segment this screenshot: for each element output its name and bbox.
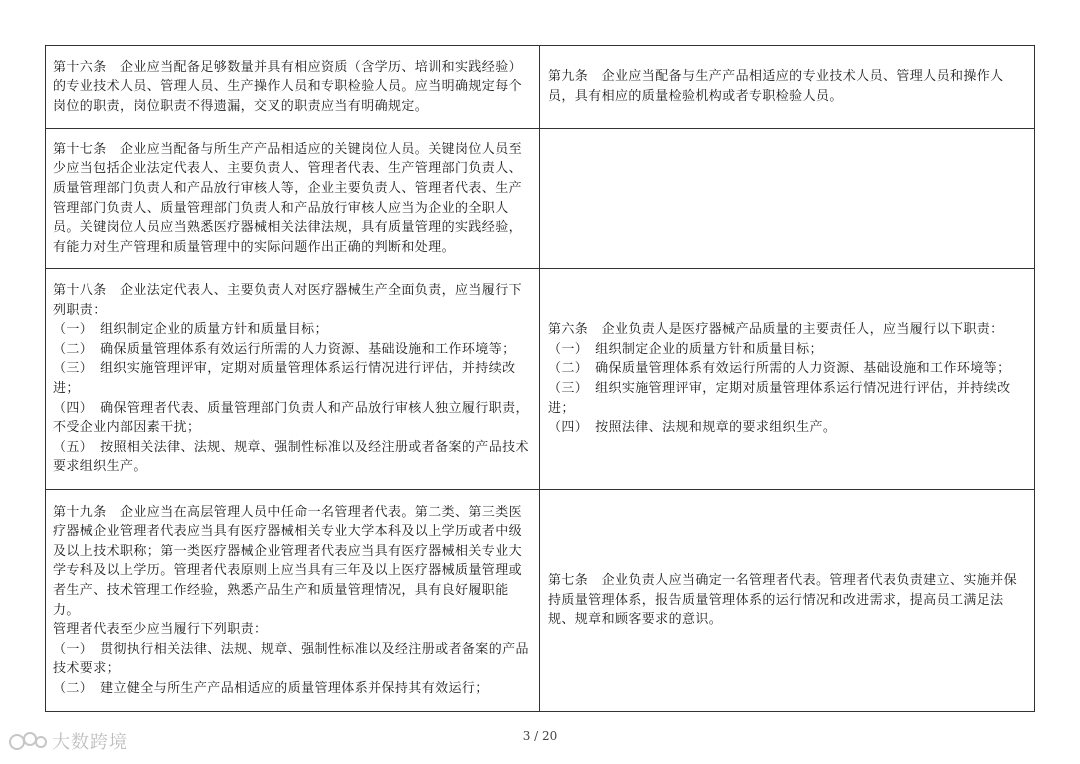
table-row — [46, 490, 1035, 712]
cell-paragraph: （四） 按照法律、法规和规章的要求组织生产。 — [547, 420, 837, 436]
table-row — [46, 129, 1035, 269]
cell-paragraph: 第六条 企业负责人是医疗器械产品质量的主要责任人，应当履行以下职责： — [547, 322, 1004, 338]
new-regulation-cell — [46, 490, 540, 712]
brand-text: 大数跨境 — [52, 732, 128, 753]
cell-paragraph: 第十九条 企业应当在高层管理人员中任命一名管理者代表。第二类、第三类医疗器械企业管理者代表应当具有医疗器械相关专业大学本科及以上学历或者中级及以上技术职称；第一类医疗器械企业管理者代表应当具有医疗器械相关专业大学专科及以上学历。管理者代表原则上应当具有三年及以上医疗器械质量管理或者生产、技术管理工作经验，熟悉产品生产和质量管理情况，具有良好履职能力。 — [53, 504, 523, 618]
new-regulation-cell — [46, 269, 540, 490]
brand-logo-icon — [8, 728, 48, 754]
cell-paragraph: （一） 贯彻执行相关法律、法规、规章、强制性标准以及经注册或者备案的产品技术要求； — [53, 641, 529, 677]
regulation-comparison-table — [45, 45, 1035, 712]
cell-paragraph: 第七条 企业负责人应当确定一名管理者代表。管理者代表负责建立、实施并保持质量管理体系，报告质量管理体系的运行情况和改进需求，提高员工满足法规、规章和顾客要求的意识。 — [547, 573, 1017, 628]
new-regulation-cell — [46, 129, 540, 269]
cell-paragraph: 管理者代表至少应当履行下列职责： — [53, 622, 268, 638]
cell-paragraph: （二） 确保质量管理体系有效运行所需的人力资源、基础设施和工作环境等； — [547, 361, 1011, 377]
cell-paragraph: （三） 组织实施管理评审，定期对质量管理体系运行情况进行评估，并持续改进； — [547, 381, 1011, 416]
cell-paragraph: （四） 确保管理者代表、质量管理部门负责人和产品放行审核人独立履行职责，不受企业内部因素干扰； — [53, 400, 529, 436]
table-row — [46, 269, 1035, 490]
table-row — [46, 46, 1035, 129]
cell-paragraph: 第十六条 企业应当配备足够数量并具有相应资质（含学历、培训和实践经验）的专业技术人员、管理人员、生产操作人员和专职检验人员。应当明确规定每个岗位的职责，岗位职责不得遗漏，交叉的职责应当有明确规定。 — [53, 59, 523, 114]
brand-watermark — [8, 728, 128, 754]
cell-paragraph: （五） 按照相关法律、法规、规章、强制性标准以及经注册或者备案的产品技术要求组织生产。 — [53, 439, 529, 475]
old-regulation-cell — [539, 269, 1034, 490]
cell-paragraph: （一） 组织制定企业的质量方针和质量目标； — [547, 341, 823, 357]
old-regulation-cell — [539, 46, 1034, 129]
old-regulation-cell — [539, 490, 1034, 712]
cell-paragraph: 第十七条 企业应当配备与所生产产品相适应的关键岗位人员。关键岗位人员至少应当包括企业法定代表人、主要负责人、管理者代表、生产管理部门负责人、质量管理部门负责人和产品放行审核人等，企业主要负责人、管理者代表、生产管理部门负责人、质量管理部门负责人和产品放行审核人应当为企业的全职人员。关键岗位人员应当熟悉医疗器械相关法律法规，具有质量管理的实践经验，有能力对生产管理和质量管理中的实际问题作出正确的判断和处理。 — [53, 141, 523, 255]
cell-paragraph: （三） 组织实施管理评审，定期对质量管理体系运行情况进行评估，并持续改进； — [53, 361, 516, 396]
new-regulation-cell — [46, 46, 540, 129]
old-regulation-cell-empty — [539, 129, 1034, 269]
cell-paragraph: （二） 建立健全与所生产产品相适应的质量管理体系并保持其有效运行； — [53, 680, 489, 696]
cell-paragraph: （一） 组织制定企业的质量方针和质量目标； — [53, 322, 328, 338]
cell-paragraph: （二） 确保质量管理体系有效运行所需的人力资源、基础设施和工作环境等； — [53, 341, 516, 357]
cell-paragraph: 第九条 企业应当配备与生产产品相适应的专业技术人员、管理人员和操作人员，具有相应的质量检验机构或者专职检验人员。 — [547, 69, 1004, 104]
cell-paragraph: 第十八条 企业法定代表人、主要负责人对医疗器械生产全面负责，应当履行下列职责： — [53, 283, 523, 318]
page-number: 3 / 20 — [522, 729, 558, 743]
